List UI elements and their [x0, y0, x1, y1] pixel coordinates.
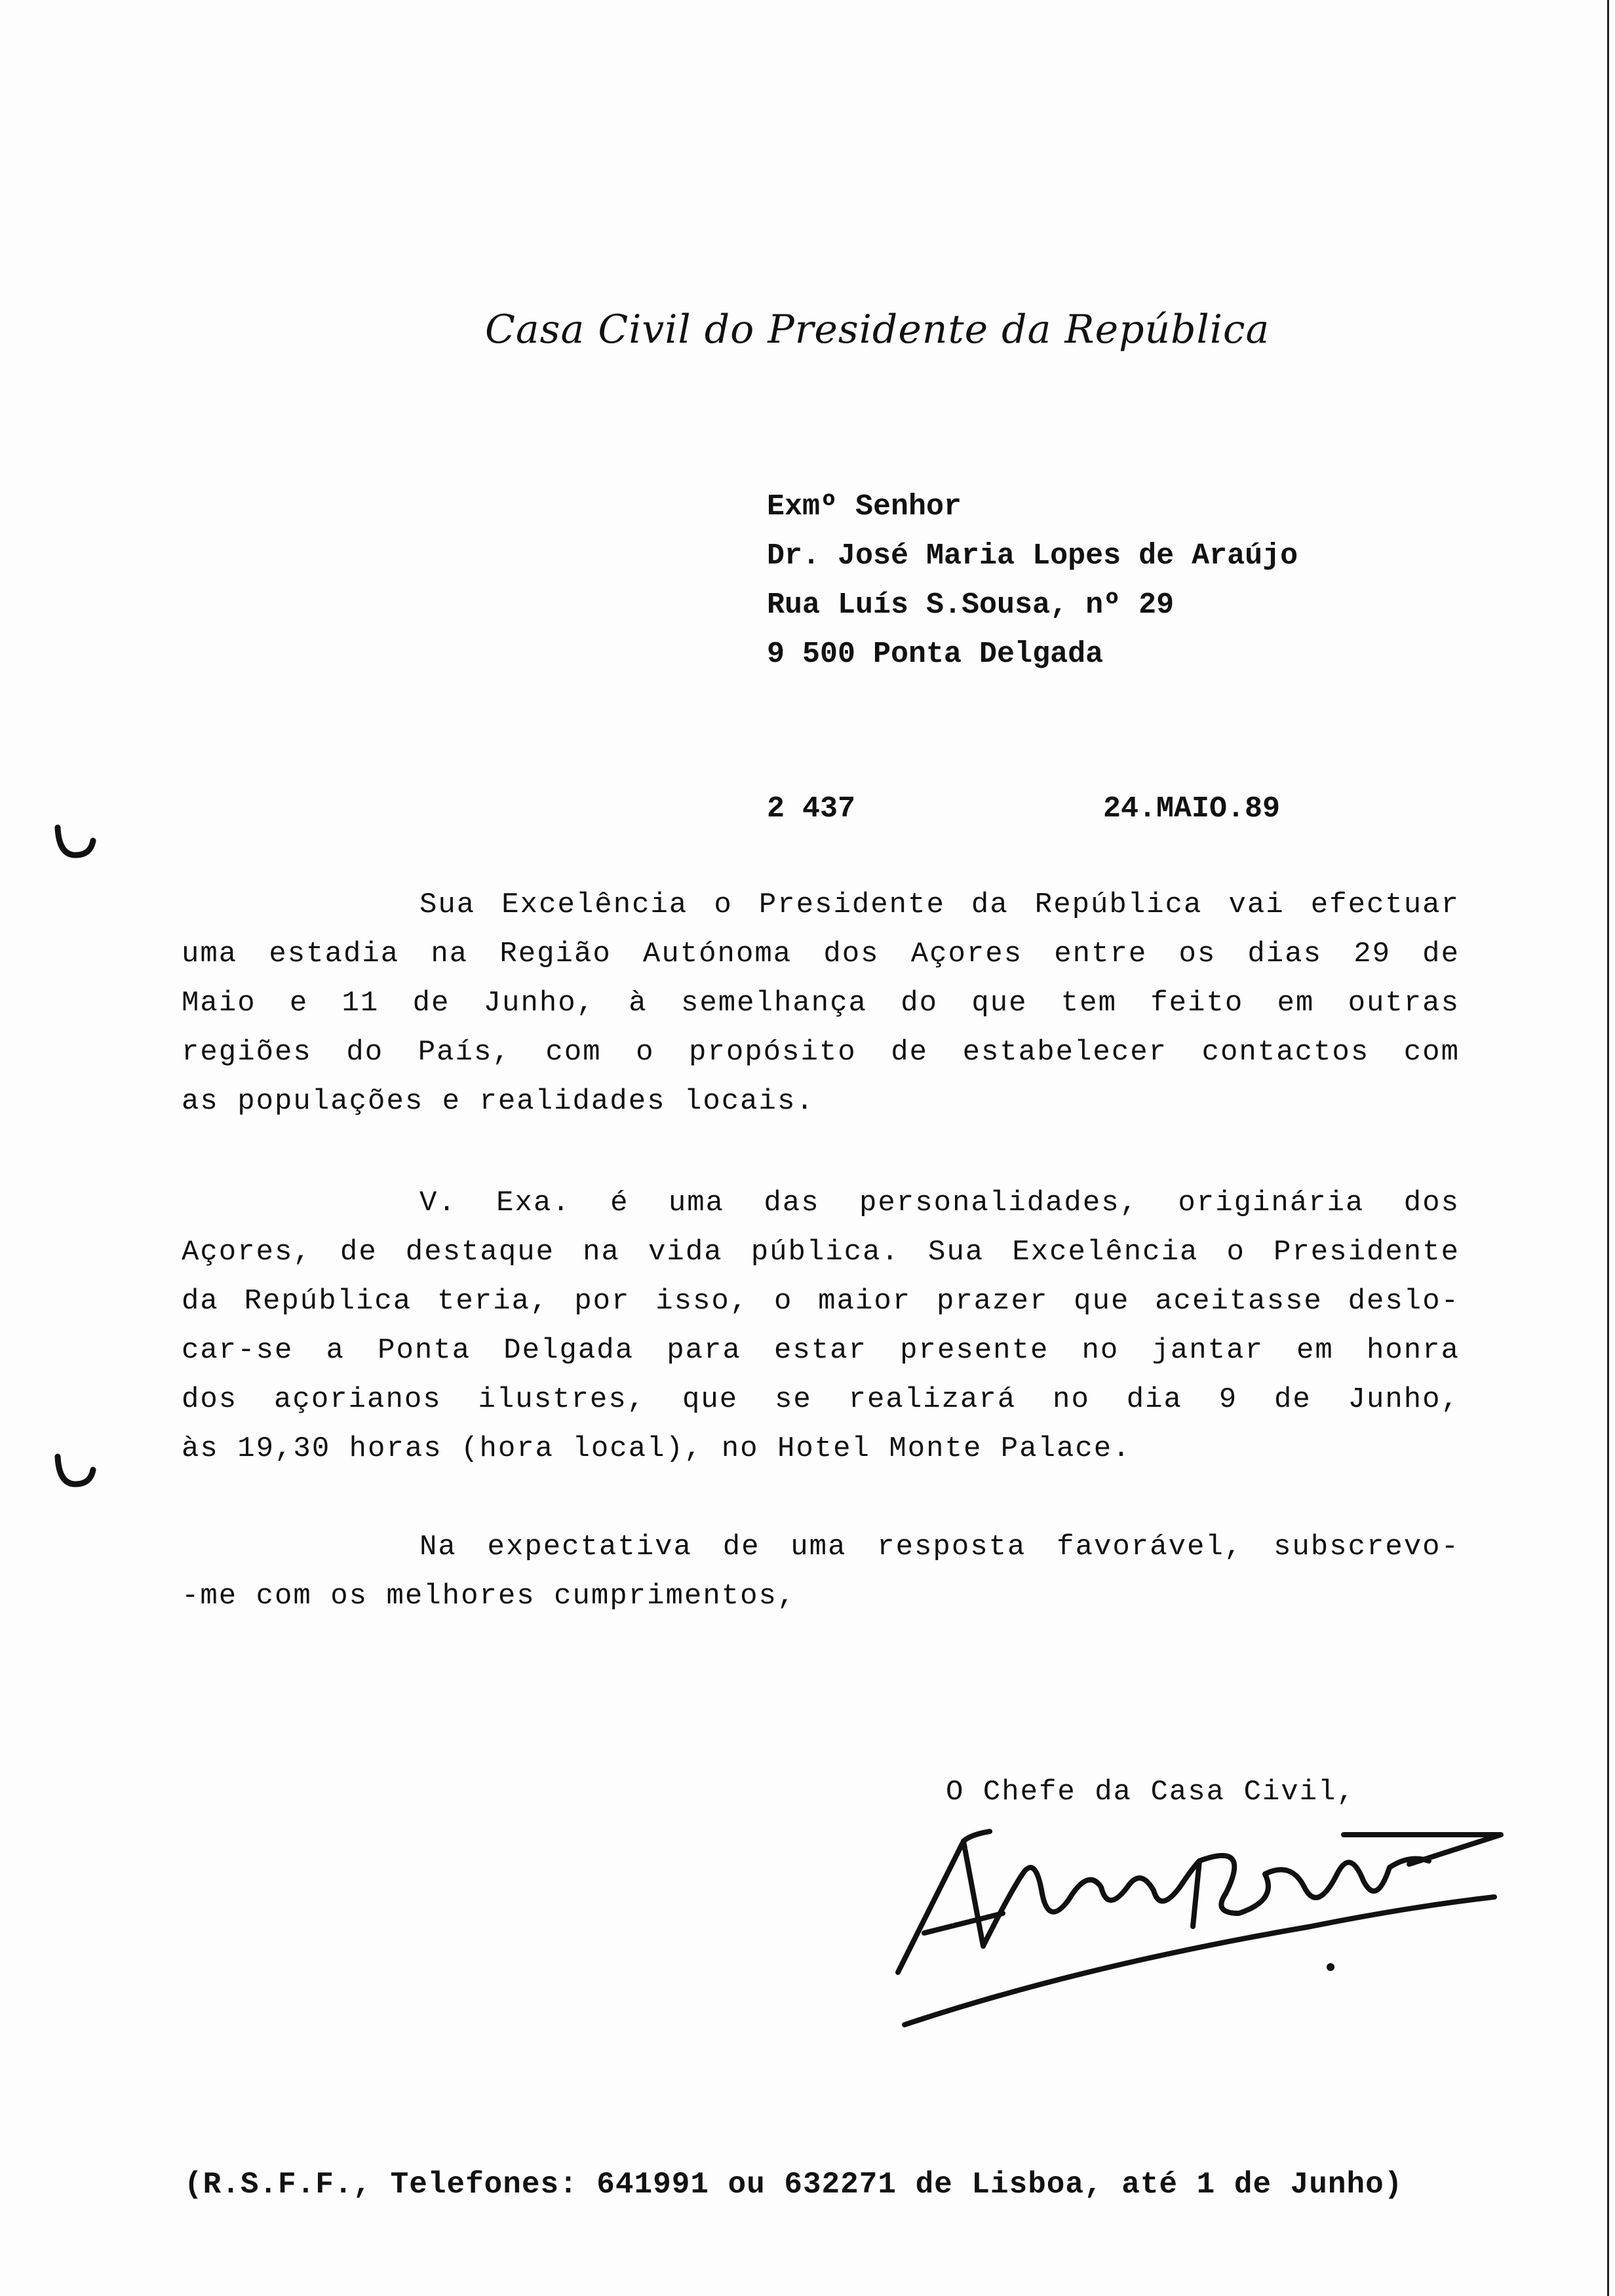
letterhead: Casa Civil do Presidente da República	[485, 307, 1270, 353]
paragraph-line: car-se a Ponta Delgada para estar presente no jantar em honra	[182, 1334, 1460, 1367]
paragraph-line: as populações e realidades locais.	[182, 1085, 815, 1118]
punch-hole-mark-icon	[52, 822, 98, 862]
paragraph-line: da República teria, por isso, o maior prazer que aceitasse deslo-	[182, 1285, 1460, 1318]
page-edge-line	[1607, 0, 1609, 2296]
closing-title: O Chefe da Casa Civil,	[946, 1776, 1355, 1808]
recipient-name: Dr. José Maria Lopes de Araújo	[767, 539, 1298, 573]
reference-number: 2 437	[767, 792, 856, 826]
paragraph-line: Maio e 11 de Junho, à semelhança do que tem feito em outras	[182, 987, 1460, 1020]
paragraph-line: às 19,30 horas (hora local), no Hotel Monte Palace.	[182, 1432, 1131, 1465]
footer-note: (R.S.F.F., Telefones: 641991 ou 632271 de Lisboa, até 1 de Junho)	[184, 2168, 1403, 2202]
paragraph-line: -me com os melhores cumprimentos,	[182, 1580, 796, 1613]
paragraph-line: Sua Excelência o Presidente da República vai efectuar	[419, 889, 1460, 921]
punch-hole-mark-icon	[52, 1451, 98, 1491]
letter-date: 24.MAIO.89	[1103, 792, 1281, 826]
recipient-city: 9 500 Ponta Delgada	[767, 638, 1104, 671]
recipient-salutation: Exmº Senhor	[767, 490, 962, 524]
paragraph-line: regiões do País, com o propósito de estabelecer contactos com	[182, 1036, 1460, 1069]
paragraph-line: dos açorianos ilustres, que se realizará no dia 9 de Junho,	[182, 1383, 1460, 1416]
paragraph-line: V. Exa. é uma das personalidades, originária dos	[419, 1187, 1460, 1219]
paragraph-line: Açores, de destaque na vida pública. Sua Excelência o Presidente	[182, 1236, 1460, 1269]
paragraph-line: Na expectativa de uma resposta favorável, subscrevo-	[419, 1531, 1460, 1563]
handwritten-signature	[885, 1815, 1508, 2051]
recipient-street: Rua Luís S.Sousa, nº 29	[767, 588, 1175, 622]
paragraph-line: uma estadia na Região Autónoma dos Açores entre os dias 29 de	[182, 938, 1460, 970]
